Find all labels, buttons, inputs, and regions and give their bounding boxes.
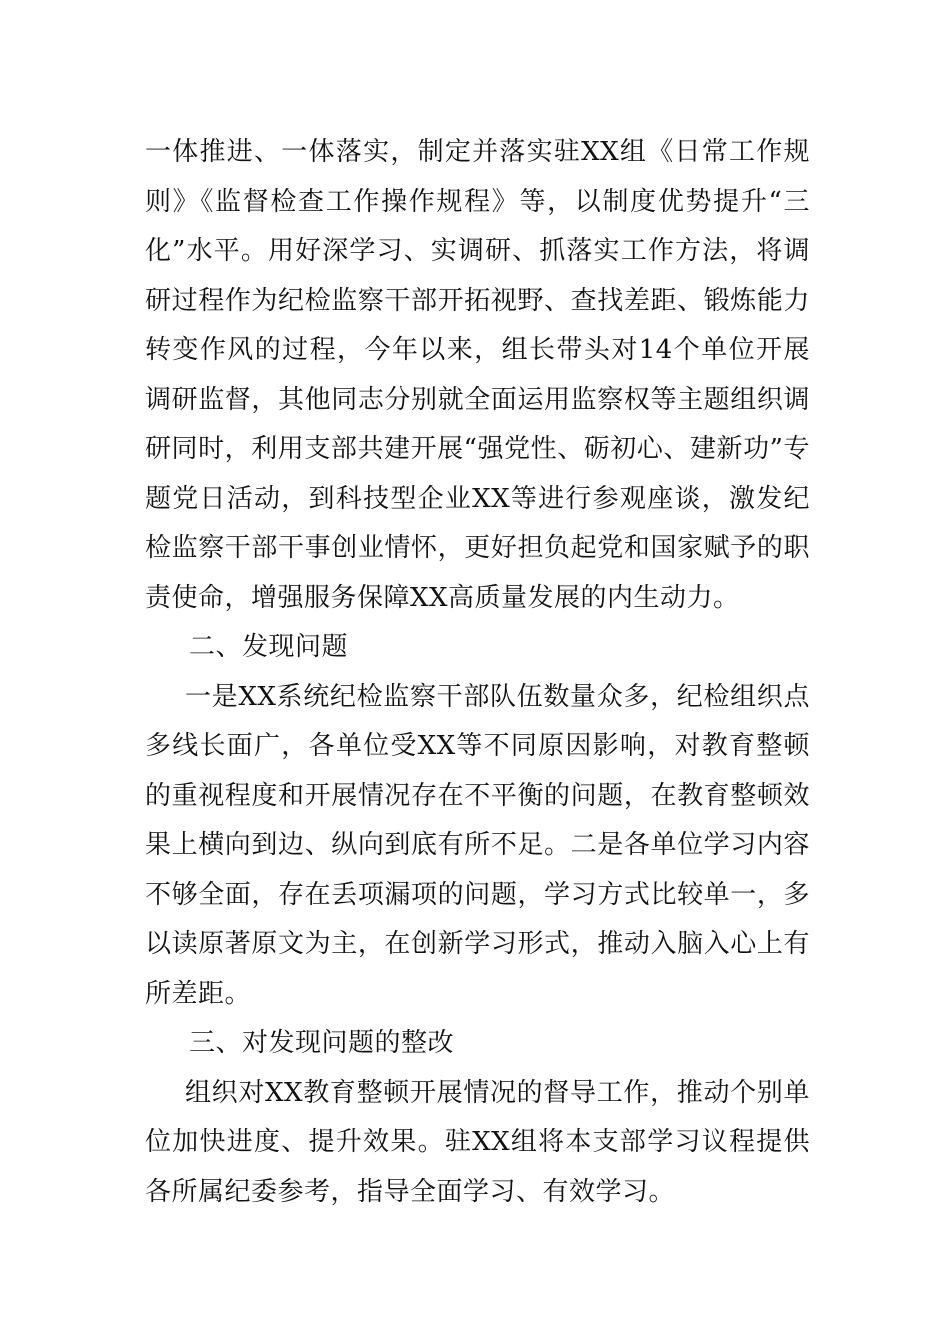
paragraph-findings: 一是XX系统纪检监察干部队伍数量众多，纪检组织点多线长面广，各单位受XX等不同原因影响，对教育整顿的重视程度和开展情况存在不平衡的问题，在教育整顿效果上横向到边、纵向到底有所不足。二是各单位学习内容不够全面，存在丢项漏项的问题，学习方式比较单一，多以读原著原文为主，在创新学习形式，推动入脑入心上有所差距。 bbox=[145, 681, 810, 1009]
section-heading-findings: 二、发现问题 bbox=[189, 632, 349, 662]
paragraph-rectification: 组织对XX教育整顿开展情况的督导工作，推动个别单位加快进度、提升效果。驻XX组将本支部学习议程提供各所属纪委参考，指导全面学习、有效学习。 bbox=[145, 1077, 810, 1207]
paragraph-continuation: 一体推进、一体落实，制定并落实驻XX组《日常工作规则》《监督检查工作操作规程》等，以制度优势提升“三化”水平。用好深学习、实调研、抓落实工作方法，将调研过程作为纪检监察干部开拓视野、查找差距、锻炼能力转变作风的过程，今年以来，组长带头对14个单位开展调研监督，其他同志分别就全面运用监察权等主题组织调研同时，利用支部共建开展“强党性、砺初心、建新功”专题党日活动，到科技型企业XX等进行参观座谈，激发纪检监察干部干事创业情怀，更好担负起党和国家赋予的职责使命，增强服务保障XX高质量发展的内生动力。 bbox=[145, 137, 810, 613]
section-heading-rectification: 三、对发现问题的整改 bbox=[189, 1028, 455, 1058]
document-body bbox=[145, 128, 810, 1217]
